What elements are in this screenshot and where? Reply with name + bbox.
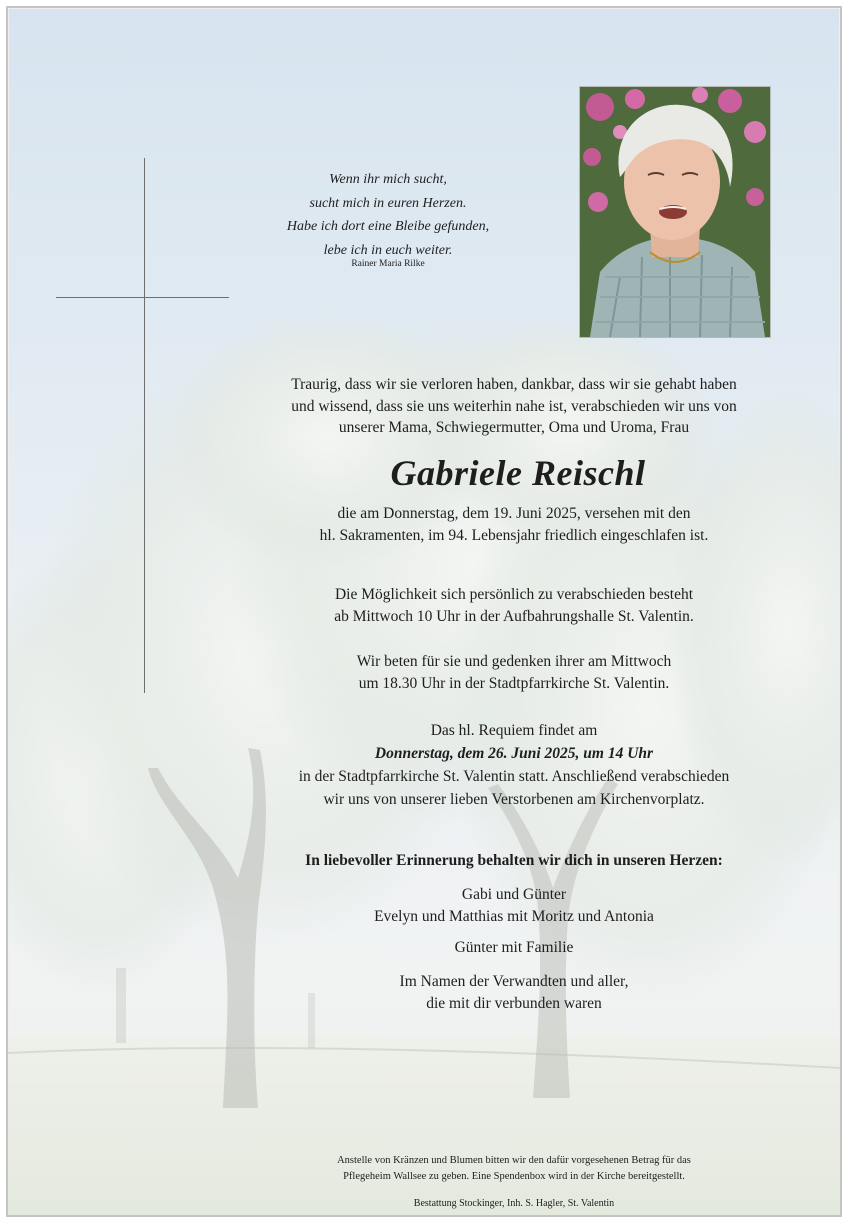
mourners-group-3 — [234, 971, 794, 1014]
mourner-line: die mit dir verbunden waren — [426, 994, 602, 1012]
portrait-photo — [579, 86, 771, 338]
requiem-info — [234, 719, 794, 811]
death-notice-line: die am Donnerstag, dem 19. Juni 2025, versehen mit den — [337, 505, 691, 522]
deceased-name: Gabriele Reischl — [390, 453, 646, 493]
intro-line: Traurig, dass wir sie verloren haben, dankbar, dass wir sie gehabt haben — [291, 376, 737, 393]
cross-vertical-bar — [144, 158, 145, 693]
farewell-line: Die Möglichkeit sich persönlich zu verabschieden besteht — [334, 586, 694, 603]
prayer-line: um 18.30 Uhr in der Stadtpfarrkirche St. Valentin. — [358, 674, 670, 692]
cross-horizontal-bar — [56, 297, 229, 298]
intro-text — [234, 374, 794, 439]
prayer-info — [234, 651, 794, 694]
requiem-line: wir uns von unserer lieben Verstorbenen am Kirchenvorplatz. — [323, 791, 705, 808]
obituary-card — [6, 6, 842, 1217]
death-notice-line: hl. Sakramenten, im 94. Lebensjahr friedlich eingeschlafen ist. — [319, 526, 709, 544]
mourner-line: Gabi und Günter — [461, 886, 567, 903]
farewell-info — [234, 584, 794, 627]
requiem-date: Donnerstag, dem 26. Juni 2025, um 14 Uhr — [374, 745, 654, 762]
poem-line: lebe ich in euch weiter. — [323, 242, 453, 258]
poem-line: sucht mich in euren Herzen. — [309, 195, 467, 211]
poem-line: Wenn ihr mich sucht, — [329, 172, 447, 187]
donation-line: Anstelle von Kränzen und Blumen bitten wir den dafür vorgesehenen Betrag für das — [337, 1155, 691, 1166]
prayer-line: Wir beten für sie und gedenken ihrer am Mittwoch — [356, 653, 672, 670]
mourners-group-2: Günter mit Familie — [454, 939, 574, 956]
death-notice — [234, 503, 794, 546]
mourner-line: Evelyn und Matthias mit Moritz und Antonia — [374, 907, 654, 925]
undertaker-footer: Bestattung Stockinger, Inh. S. Hagler, St. Valentin — [413, 1198, 615, 1209]
mourner-line: Im Namen der Verwandten und aller, — [399, 973, 629, 990]
mourners-heading: In liebevoller Erinnerung behalten wir dich in unseren Herzen: — [305, 852, 723, 869]
poem-line: Habe ich dort eine Bleibe gefunden, — [286, 219, 490, 234]
poem — [258, 168, 518, 262]
donation-line: Pflegeheim Wallsee zu geben. Eine Spendenbox wird in der Kirche bereitgestellt. — [343, 1171, 685, 1182]
poem-author: Rainer Maria Rilke — [351, 259, 425, 269]
intro-line: unserer Mama, Schwiegermutter, Oma und Uroma, Frau — [338, 419, 690, 436]
farewell-line: ab Mittwoch 10 Uhr in der Aufbahrungshalle St. Valentin. — [334, 607, 694, 625]
intro-line: und wissend, dass sie uns weiterhin nahe ist, verabschieden wir uns von — [291, 397, 737, 415]
requiem-intro: Das hl. Requiem findet am — [430, 722, 598, 739]
donation-notice — [234, 1153, 794, 1185]
mourners-group-1 — [234, 884, 794, 927]
requiem-line: in der Stadtpfarrkirche St. Valentin statt. Anschließend verabschieden — [298, 768, 730, 785]
